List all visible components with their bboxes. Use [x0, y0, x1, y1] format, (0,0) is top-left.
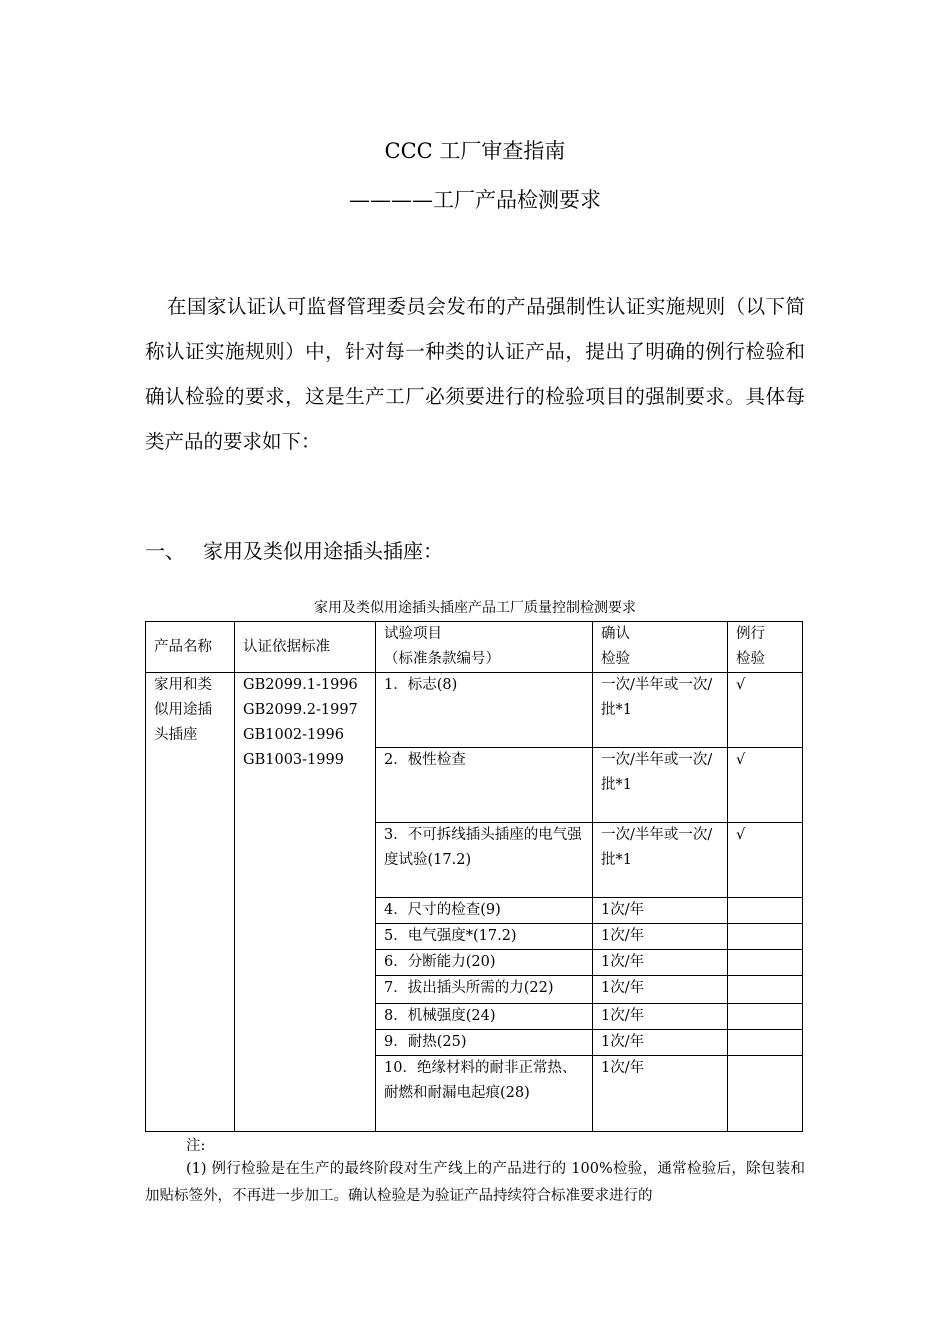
- section-number: 一、: [145, 539, 185, 563]
- standard-item: GB1003-1999: [243, 752, 344, 768]
- confirm-cell: 1次/年: [593, 1004, 728, 1030]
- routine-cell: [728, 976, 803, 1004]
- table-caption: 家用及类似用途插头插座产品工厂质量控制检测要求: [314, 600, 636, 616]
- test-item-cell: 4．尺寸的检查(9): [376, 898, 593, 924]
- confirm-cell: 1次/年: [593, 898, 728, 924]
- routine-cell: √: [728, 823, 803, 898]
- note-heading: 注:: [186, 1138, 206, 1154]
- test-item-cell: 6．分断能力(20): [376, 950, 593, 976]
- routine-cell: [728, 1056, 803, 1132]
- header-routine: 例行 检验: [728, 622, 803, 673]
- confirm-cell: 一次/半年或一次/批*1: [593, 748, 728, 823]
- routine-cell: [728, 924, 803, 950]
- standard-item: GB1002-1996: [243, 727, 344, 743]
- standards-cell: [235, 673, 376, 1132]
- routine-cell: [728, 950, 803, 976]
- test-item-cell: 10．绝缘材料的耐非正常热、耐燃和耐漏电起痕(28): [376, 1056, 593, 1132]
- table-row: [146, 673, 803, 748]
- header-standard: 认证依据标准: [235, 622, 376, 673]
- table-header-row: [146, 622, 803, 673]
- document-subtitle: ————工厂产品检测要求: [349, 188, 601, 212]
- confirm-cell: 1次/年: [593, 924, 728, 950]
- routine-cell: √: [728, 673, 803, 748]
- test-item-cell: 3．不可拆线插头插座的电气强度试验(17.2): [376, 823, 593, 898]
- routine-cell: [728, 898, 803, 924]
- standard-item: GB2099.1-1996: [243, 677, 358, 693]
- product-name-cell: 家用和类似用途插头插座: [146, 673, 235, 1132]
- confirm-cell: 1次/年: [593, 1030, 728, 1056]
- routine-cell: √: [728, 748, 803, 823]
- section-title: 家用及类似用途插头插座：: [203, 539, 443, 563]
- test-item-cell: 9．耐热(25): [376, 1030, 593, 1056]
- standard-item: GB2099.2-1997: [243, 702, 358, 718]
- header-product: 产品名称: [146, 622, 235, 673]
- test-item-cell: 5．电气强度*(17.2): [376, 924, 593, 950]
- routine-cell: [728, 1004, 803, 1030]
- confirm-cell: 1次/年: [593, 1056, 728, 1132]
- confirm-cell: 一次/半年或一次/批*1: [593, 673, 728, 748]
- note-paragraph-1: (1) 例行检验是在生产的最终阶段对生产线上的产品进行的 100%检验，通常检验后，除包装和加贴标签外，不再进一步加工。确认检验是为验证产品持续符合标准要求进行的: [145, 1161, 805, 1204]
- header-test-item: 试验项目 （标准条款编号）: [376, 622, 593, 673]
- test-item-cell: 1．标志(8): [376, 673, 593, 748]
- confirm-cell: 一次/半年或一次/批*1: [593, 823, 728, 898]
- test-item-cell: 2．极性检查: [376, 748, 593, 823]
- test-item-cell: 8．机械强度(24): [376, 1004, 593, 1030]
- section-heading-1: [145, 536, 443, 566]
- confirm-cell: 1次/年: [593, 950, 728, 976]
- confirm-cell: 1次/年: [593, 976, 728, 1004]
- routine-cell: [728, 1030, 803, 1056]
- test-item-cell: 7．拔出插头所需的力(22): [376, 976, 593, 1004]
- document-title: CCC 工厂审查指南: [384, 139, 566, 163]
- requirements-table: [145, 621, 803, 1132]
- intro-paragraph: 在国家认证认可监督管理委员会发布的产品强制性认证实施规则（以下简称认证实施规则）中，针对每一种类的认证产品，提出了明确的例行检验和确认检验的要求，这是生产工厂必须要进行的检验项目的强制要求。具体每类产品的要求如下：: [145, 295, 805, 453]
- header-confirm: 确认 检验: [593, 622, 728, 673]
